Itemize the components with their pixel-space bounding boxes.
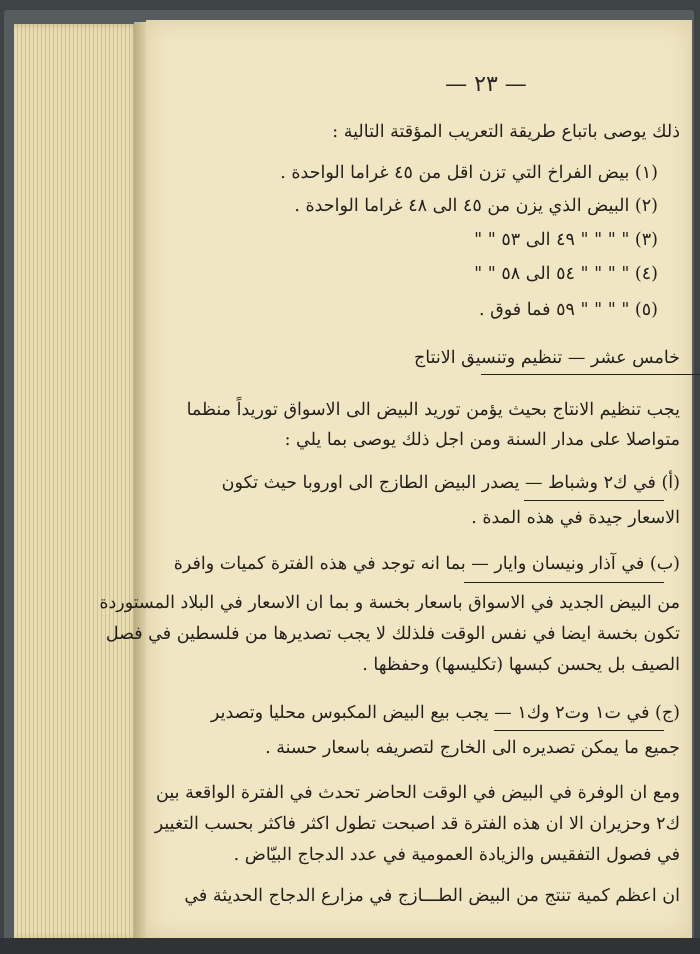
point-b-line-4: الصيف بل يحسن كبسها (تكليسها) وحفظها .: [362, 655, 680, 675]
list-item-5: (٥) " " " " ٥٩ فما فوق .: [479, 300, 658, 320]
page-edges: [14, 24, 142, 940]
intro-line: ذلك يوصى باتباع طريقة التعريب المؤقتة التالية :: [332, 122, 680, 142]
section-heading: خامس عشر — تنظيم وتنسيق الانتاج: [413, 348, 680, 368]
list-item-3: (٣) " " " " ٤٩ الى ٥٣ " ": [474, 230, 658, 250]
list-item-1: (١) بيض الفراخ التي تزن اقل من ٤٥ غراما الواحدة .: [280, 163, 658, 183]
paragraph-2-line-3: في فصول التفقيس والزيادة العمومية في عدد الدجاج البيّاض .: [233, 845, 680, 865]
book-page: [99, 20, 692, 938]
paragraph-2-line-1: ومع ان الوفرة في البيض في الوقت الحاضر تحدث في الفترة الواقعة بين: [156, 783, 680, 803]
paragraph-3-line-1: ان اعظم كمية تنتج من البيض الطـــازج في مزارع الدجاج الحديثة في: [184, 886, 680, 906]
bottom-shadow: [0, 938, 700, 954]
point-a-line-1: (أ) في ك٢ وشباط — يصدر البيض الطازج الى اوروبا حيث تكون: [221, 473, 680, 493]
list-item-4: (٤) " " " " ٥٤ الى ٥٨ " ": [474, 264, 658, 284]
point-c-line-2: جميع ما يمكن تصديره الى الخارج لتصريفه باسعار حسنة .: [265, 738, 680, 758]
point-b-line-1: (ب) في آذار ونيسان وايار — بما انه توجد في هذه الفترة كميات وافرة: [173, 554, 680, 574]
paragraph-2-line-2: ك٢ وحزيران الا ان هذه الفترة قد اصبحت تطول اكثر فاكثر بحسب التغيير: [154, 814, 680, 834]
point-c-line-1: (ج) في ت١ وت٢ وك١ — يجب بيع البيض المكبوس محليا وتصدير: [210, 703, 680, 723]
point-b-underline: [464, 582, 664, 583]
point-a-underline: [524, 500, 664, 501]
paragraph-1-line-2: متواصلا على مدار السنة ومن اجل ذلك يوصى بما يلي :: [284, 430, 680, 450]
heading-underline: [481, 374, 700, 375]
paragraph-1-line-1: يجب تنظيم الانتاج بحيث يؤمن توريد البيض الى الاسواق توريداً منظما: [186, 400, 680, 420]
point-a-line-2: الاسعار جيدة في هذه المدة .: [471, 508, 680, 528]
page-number: — ٢٣ —: [445, 72, 527, 97]
point-b-line-2: من البيض الجديد في الاسواق باسعار بخسة و بما ان الاسعار في البلاد المستوردة: [99, 593, 680, 613]
list-item-2: (٢) البيض الذي يزن من ٤٥ الى ٤٨ غراما الواحدة .: [294, 196, 658, 216]
point-c-underline: [494, 730, 664, 731]
point-b-line-3: تكون بخسة ايضا في نفس الوقت فلذلك لا يجب تصديرها من فلسطين في فصل: [105, 624, 680, 644]
